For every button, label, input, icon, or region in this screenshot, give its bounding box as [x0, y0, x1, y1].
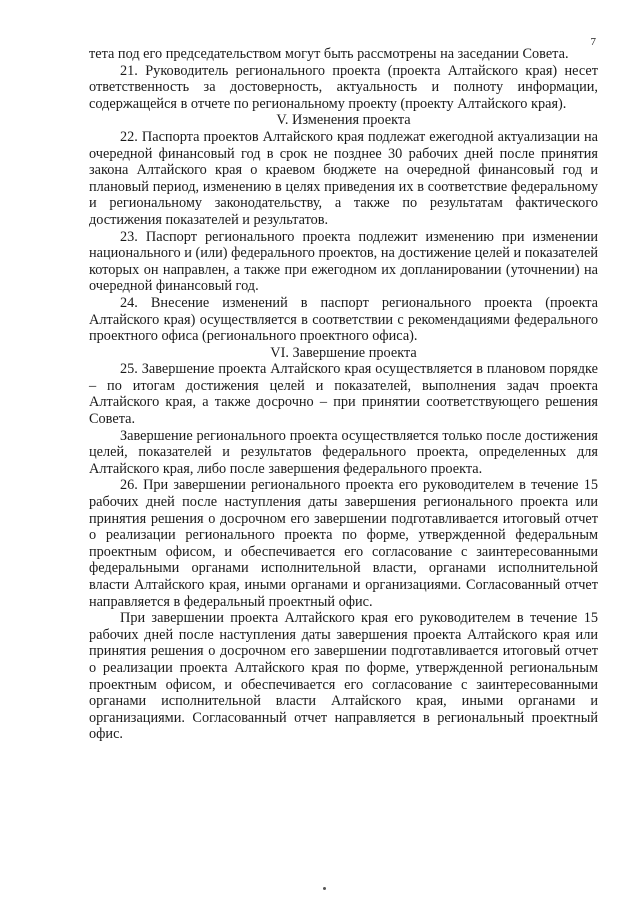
- page-number: 7: [590, 36, 596, 48]
- scan-artifact: [323, 887, 326, 890]
- paragraph-25-continued: Завершение регионального проекта осуществляется только после достижения целей, показателей и результатов федерального проекта, определенных для Алтайского края, либо после завершения федерального проекта.: [89, 427, 598, 477]
- paragraph-26: 26. При завершении регионального проекта его руководителем в течение 15 рабочих дней после наступления даты завершения регионального проекта или принятия решения о досрочном его завершении подготавливается итоговый отчет о реализации регионального проекта по форме, утвержденной федеральным проектным офисом, и обеспечивается его согласование с заинтересованными федеральными органами исполнительной власти, органами исполнительной власти Алтайского края, иными органами и организациями. Согласованный отчет направляется в федеральный проектный офис.: [89, 477, 598, 610]
- continued-paragraph: тета под его председательством могут быть рассмотрены на заседании Совета.: [89, 46, 569, 62]
- document-body: [89, 46, 598, 743]
- paragraph-25: 25. Завершение проекта Алтайского края осуществляется в плановом порядке – по итогам достижения целей и показателей, выполнения задач проекта Алтайского края, а также досрочно – при принятии соответствующего решения Совета.: [89, 361, 598, 428]
- section-heading-v: V. Изменения проекта: [276, 112, 411, 129]
- paragraph-24: 24. Внесение изменений в паспорт регионального проекта (проекта Алтайского края) осуществляется в соответствии с рекомендациями федерального проектного офиса (регионального проектного офиса).: [89, 294, 598, 345]
- paragraph-22: 22. Паспорта проектов Алтайского края подлежат ежегодной актуализации на очередной финансовый год в срок не позднее 30 рабочих дней после принятия закона Алтайского края о краевом бюджете на очередной финансовый год и плановый период, изменению в целях приведения их в соответствие федеральному и региональному законодательству, а также по результатам фактического достижения показателей и результатов.: [89, 128, 598, 228]
- paragraph-21: 21. Руководитель регионального проекта (проекта Алтайского края) несет ответственность за достоверность, актуальность и полноту информации, содержащейся в отчете по региональному проекту (проекту Алтайского края).: [89, 62, 598, 112]
- paragraph-26-continued: При завершении проекта Алтайского края его руководителем в течение 15 рабочих дней после наступления даты завершения проекта Алтайского края или принятия решения о досрочном его завершении подготавливается итоговый отчет о реализации проекта Алтайского края по форме, утвержденной региональным проектным офисом, и обеспечивается его согласование с заинтересованными органами исполнительной власти Алтайского края, иными органами и организациями. Согласованный отчет направляется в региональный проектный офис.: [89, 610, 598, 743]
- paragraph-23: 23. Паспорт регионального проекта подлежит изменению при изменении национального и (или) федерального проектов, на достижение целей и показателей которых он направлен, а также при ежегодном их допланировании (уточнении) на очередной финансовый год.: [89, 228, 598, 295]
- section-heading-vi: VI. Завершение проекта: [270, 344, 417, 361]
